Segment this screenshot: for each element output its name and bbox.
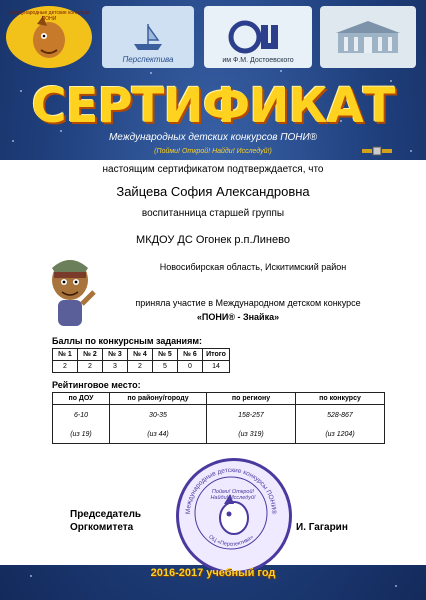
pony-contest-logo [6,6,92,68]
certificate-title: СЕРТИФИКАТ [31,78,395,134]
organization-name: МКДОУ ДС Огонек р.п.Линево [136,234,290,246]
chairman-line2: Оргкомитета [70,522,134,533]
logo3-text: им Ф.М. Достоевского [222,57,294,64]
scores-table [52,348,230,373]
omsu-logo [204,6,312,68]
contest-name: «ПОНИ® - Знайка» [196,312,280,322]
rating-total: (из 19) [53,425,110,444]
contest-motto: (Пойми! Открой! Найди! Исследуй!) [154,148,272,155]
academic-year: 2016-2017 учебный год [150,567,276,579]
recipient-role: воспитанница старшей группы [141,208,285,219]
contest-subtitle: Международных детских конкурсов ПОНИ® [108,132,318,143]
confirmation-line: настоящим сертификатом подтверждается, что [102,164,324,175]
rating-header: по району/городу [110,393,207,405]
rating-total: (из 319) [207,425,296,444]
rating-total-row [53,425,385,444]
score-value: 3 [103,361,128,373]
score-header: № 1 [53,349,78,361]
recipient-name: Зайцева София Александровна [116,184,310,199]
omsu-emblem-icon [223,19,293,55]
chairman-title [70,508,141,534]
svg-text:ОЦ «Перспектива» [207,534,254,548]
score-value: 14 [203,361,230,373]
rating-table [52,392,385,444]
scores-label: Баллы по конкурсным заданиям: [52,336,202,346]
satellite-icon [362,140,392,162]
rating-place: 30-35 [110,405,207,426]
seal-inner-text: Пойми! Открой! Найди! Исследуй! [210,489,256,501]
score-header: № 6 [178,349,203,361]
rating-header: по ДОУ [53,393,110,405]
logo1-text: Международные детские конкурсы ПОНИ [8,10,90,22]
seal-bottom-text: ОЦ «Перспектива» [207,534,255,548]
building-logo [320,6,416,68]
scores-header-row [53,349,230,361]
region-text: Новосибирская область, Искитимский район [159,262,347,272]
score-value: 2 [53,361,78,373]
rating-place-row [53,405,385,426]
score-header: № 3 [103,349,128,361]
scores-value-row [53,361,230,373]
perspektiva-logo [102,6,194,68]
rating-place: 6-10 [53,405,110,426]
score-value: 5 [153,361,178,373]
rating-header: по региону [207,393,296,405]
ship-icon [128,20,168,54]
chairman-name: И. Гагарин [296,522,348,533]
rating-header-row [53,393,385,405]
score-header: № 5 [153,349,178,361]
logo2-text: Перспектива [122,55,174,64]
rating-header: по конкурсу [296,393,385,405]
score-header: Итого [203,349,230,361]
score-value: 0 [178,361,203,373]
rating-total: (из 1204) [296,425,385,444]
building-icon [328,15,408,59]
rating-place: 158-257 [207,405,296,426]
rating-total: (из 44) [110,425,207,444]
seal-outer-text: Международные детские конкурсы ПОНИ® [184,466,278,515]
score-value: 2 [78,361,103,373]
organization-seal [176,458,292,574]
participation-text: приняла участие в Международном детском конкурсе [135,298,361,308]
score-value: 2 [128,361,153,373]
score-header: № 4 [128,349,153,361]
rating-label: Рейтинговое место: [52,380,141,390]
chairman-line1: Председатель [70,509,142,520]
pony-mascot-icon [44,254,100,332]
seal-emblem-icon [176,458,286,568]
score-header: № 2 [78,349,103,361]
rating-place: 528-867 [296,405,385,426]
